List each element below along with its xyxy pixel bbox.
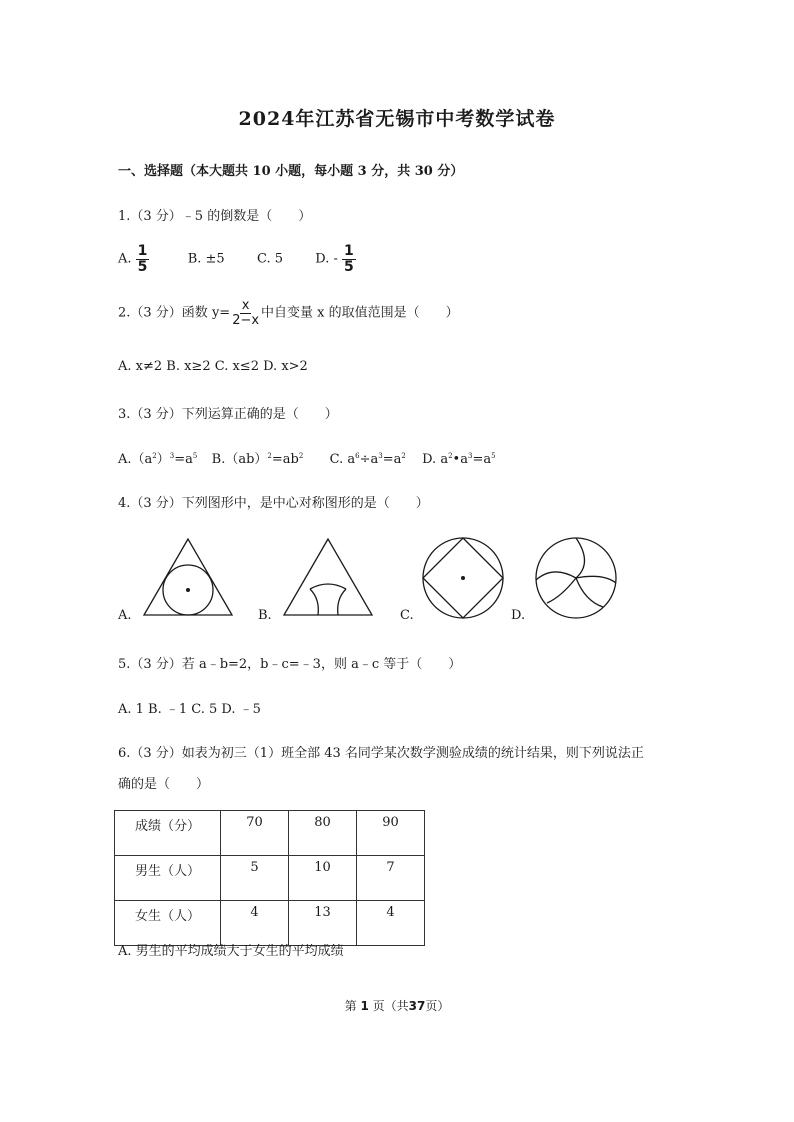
q3-a-exp1: 2: [152, 452, 157, 460]
figure-c-circle-square: [420, 535, 506, 621]
q3-b-exp1: 2: [267, 452, 272, 460]
q1-option-b: B. ±5: [187, 251, 225, 267]
figure-d-circle-petals: [533, 535, 619, 621]
q3-b-eq: =ab: [271, 452, 299, 467]
figure-b-triangle-arcs: [278, 535, 378, 619]
q3-d: D. a: [422, 452, 449, 467]
question-3-stem: 3.（3 分）下列运算正确的是（ ）: [118, 407, 338, 422]
score-table: [114, 810, 425, 946]
q1-option-d-denominator: 5: [344, 258, 354, 275]
q1-option-d-fraction: [342, 244, 356, 274]
q3-a-exp2: 3: [169, 452, 175, 460]
q2-numerator: x: [241, 298, 250, 313]
figure-c-label: C.: [400, 608, 414, 623]
table-cell: 70: [221, 811, 289, 856]
table-cell: 5: [221, 856, 289, 901]
q3-a: A.（a: [118, 452, 153, 467]
question-5-stem: 5.（3 分）若 a﹣b=2，b﹣c=﹣3，则 a﹣c 等于（ ）: [118, 657, 462, 672]
question-4-stem: 4.（3 分）下列图形中，是中心对称图形的是（ ）: [118, 496, 429, 511]
footer-prefix: 第: [344, 999, 357, 1013]
q3-b-exp2: 2: [298, 452, 304, 460]
q1-option-a-denominator: 5: [137, 258, 148, 275]
footer-page-number: 1: [360, 999, 369, 1013]
question-6-stem-line1: 6.（3 分）如表为初三（1）班全部 43 名同学某次数学测验成绩的统计结果，则下列说法正: [118, 746, 644, 761]
q3-d-exp1: 2: [448, 452, 453, 460]
table-row: [115, 901, 425, 946]
question-2-options: A. x≠2 B. x≥2 C. x≤2 D. x>2: [118, 359, 308, 374]
table-cell: 4: [357, 901, 425, 946]
question-2-stem: [118, 299, 459, 327]
q3-c: C. a: [329, 452, 356, 467]
question-1-stem: 1.（3 分）﹣5 的倒数是（ ）: [118, 209, 312, 224]
q3-a-close: ）: [156, 452, 170, 467]
footer-mid: 页（共: [372, 999, 409, 1013]
q3-a-exp3: 5: [192, 452, 198, 460]
figure-b-label: B.: [258, 608, 272, 623]
q3-b: B.（ab）: [211, 452, 268, 467]
q3-c-eq: =a: [382, 452, 402, 467]
q1-option-a-label: A.: [118, 251, 132, 267]
footer-total-pages: 37: [408, 999, 426, 1013]
question-6-stem-line2: 确的是（ ）: [118, 777, 210, 792]
q2-denominator: 2−x: [232, 312, 260, 328]
table-cell: 4: [221, 901, 289, 946]
table-cell: 80: [289, 811, 357, 856]
page-footer: [0, 997, 794, 1014]
q1-option-d-numerator: 1: [344, 243, 354, 259]
question-3-options: [118, 448, 496, 467]
page-title: 2024年江苏省无锡市中考数学试卷: [238, 108, 556, 130]
q1-option-a-fraction: [136, 244, 150, 274]
table-cell: 女生（人）: [115, 901, 221, 946]
q2-suffix: 中自变量 x 的取值范围是（ ）: [261, 305, 459, 321]
q3-c-exp3: 2: [401, 452, 406, 460]
q3-a-eq: =a: [174, 452, 193, 467]
figure-a-triangle-incircle: [138, 535, 238, 619]
q3-c-div: ÷a: [359, 452, 379, 467]
q1-option-a-numerator: 1: [137, 243, 148, 259]
question-5-options: A. 1 B. ﹣1 C. 5 D. ﹣5: [118, 702, 261, 717]
figure-a-label: A.: [118, 608, 132, 623]
q3-d-dot: •a: [452, 452, 468, 467]
table-cell: 7: [357, 856, 425, 901]
table-cell: 90: [357, 811, 425, 856]
q3-d-exp2: 3: [467, 452, 473, 460]
figure-d-label: D.: [511, 608, 526, 623]
section-heading: 一、选择题（本大题共 10 小题，每小题 3 分，共 30 分）: [118, 164, 464, 179]
table-cell: 成绩（分）: [115, 811, 221, 856]
q3-d-exp3: 5: [491, 452, 496, 460]
table-cell: 13: [289, 901, 357, 946]
q2-fraction: [230, 299, 261, 327]
question-6-option-a: A. 男生的平均成绩大于女生的平均成绩: [118, 944, 344, 959]
q1-option-c: C. 5: [256, 251, 283, 267]
table-cell: 10: [289, 856, 357, 901]
table-row: [115, 856, 425, 901]
table-row: [115, 811, 425, 856]
q3-c-exp1: 6: [355, 452, 360, 460]
q3-c-exp2: 3: [378, 452, 383, 460]
table-cell: 男生（人）: [115, 856, 221, 901]
q3-d-eq: =a: [472, 452, 492, 467]
q2-prefix: 2.（3 分）函数 y=: [118, 305, 231, 321]
footer-suffix: 页）: [425, 999, 450, 1013]
q1-option-d-label: D. -: [315, 251, 338, 267]
question-1-options: [118, 244, 356, 274]
